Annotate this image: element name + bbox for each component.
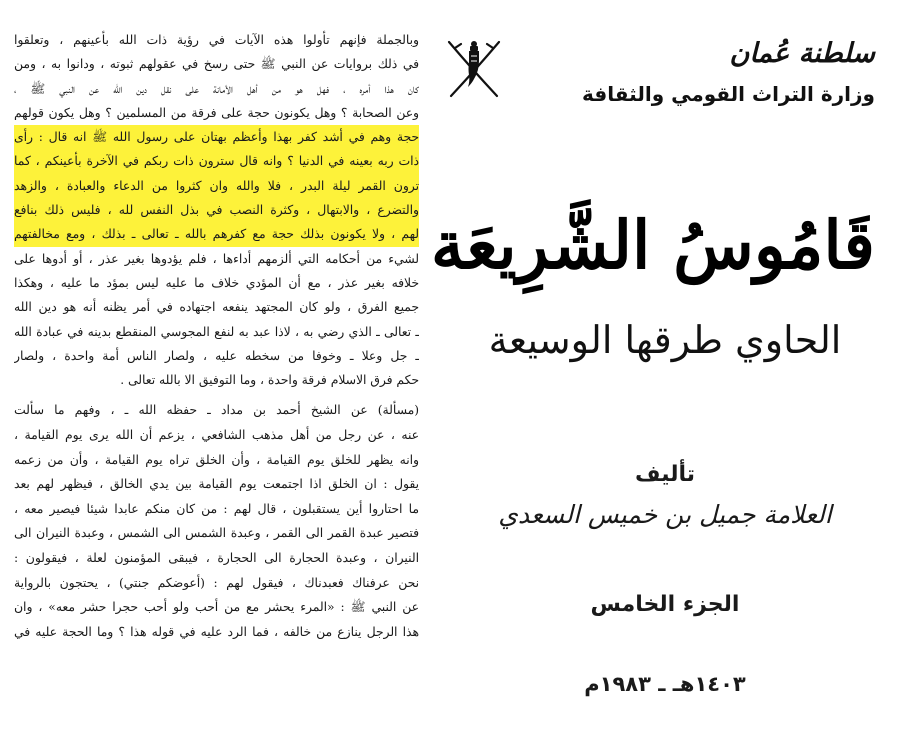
body-text-column — [14, 28, 419, 644]
text-line: فتصير عبدة القمر الى القمر ، وعبدة الشمس الى الشمس ، وعبدة النيران الى — [14, 526, 419, 541]
volume-number: الجزء الخامس — [590, 592, 740, 617]
highlighted-text-line: والتضرع ، والابتهال ، وكثرة النصب في بذل النفس لله ، فليس ذلك بنافع — [14, 198, 419, 222]
text-line: في ذلك بروايات عن النبي ﷺ حتى رسخ في عقولهم ثبوته ، ودانوا به ، ومن — [14, 57, 419, 72]
author-name: العلامة جميل بن خميس السعدي — [498, 500, 832, 529]
text-line: عنه ، عن رجل من أهل مذهب الشافعي ، يزعم أن الله يرى يوم القيامة ، — [14, 428, 419, 443]
text-line: وانه يظهر للخلق يوم القيامة ، وأن الخلق تراه يوم القيامة ، وأن من زعمه — [14, 452, 419, 467]
highlighted-text-line: ترون القمر ليلة البدر ، فلا والله وان كثروا من الدعاء والعبادة ، والزهد — [14, 174, 419, 198]
paragraph-masala-question — [14, 398, 419, 644]
text-line: كان هذا أمره ، فهل هو من أهل الأمانة على نقل دين الله عن النبي ﷺ ، — [14, 81, 419, 96]
text-line: النيران ، وعبدة الحجارة الى الحجارة ، فيبقى المؤمنون لعلة ، فيقولون : — [14, 551, 419, 566]
ministry-heading: وزارة التراث القومي والثقافة — [582, 82, 875, 106]
publication-date: ١٤٠٣هـ ـ ١٩٨٣م — [584, 672, 746, 696]
text-line: حكم فرق الاسلام فرقة واحدة ، وما التوفيق الا بالله تعالى . — [120, 373, 419, 388]
text-line: نحن عرفناك فعبدناك ، فيقول لهم : (أعوضكم جنتي) ، يحتجون بالرواية — [14, 575, 419, 590]
text-line: عن النبي ﷺ : «المرء يحشر مع من أحب ولو أحب حجرا حشر معه» ، وان — [14, 600, 419, 615]
book-title: قَامُوسُ الشَّرِيعَة — [431, 206, 875, 284]
sultanate-of-oman-heading: سلطنة عُمان — [729, 38, 875, 69]
oman-khanjar-emblem-icon — [443, 38, 505, 100]
text-line: لشيء من أحكامه التي ألزمهم أداءها ، فلم يؤدوها بغير عذر ، أو أدوها على — [14, 251, 419, 266]
text-line: وبالجملة فإنهم تأولوا هذه الآيات في رؤية ذات الله بأعينهم ، وتعلقوا — [14, 33, 419, 47]
text-line: وعن الصحابة ؟ وهل يكونون حجة على فرقة من المسلمين ؟ وهل يكون قولهم — [14, 105, 419, 120]
text-line: ـ جل وعلا ـ وخوفا من سخطه عليه ، ولصار الناس أمة واحدة ، ولصار — [14, 348, 419, 363]
text-line: ـ تعالى ـ الذي رضي به ، لاذا عبد به لنفع المجوسي المنقطع بدينه في عبادة الله — [14, 324, 419, 339]
text-line: جميع الفرق ، ولو كان المجتهد ينفعه اجتهاده في أمر يظنه أنه هو دين الله — [14, 300, 419, 315]
paragraph-on-vision-of-god — [14, 28, 419, 392]
highlighted-text-line: لهم ، ولا يكونون بذلك حجة مع كفرهم بالله ـ تعالى ـ بذلك ، ومع مخالفتهم — [14, 222, 419, 246]
text-line: هذا الرجل ينازع من خالفه ، فما الرد عليه في قوله هذا ؟ وما الحجة عليه في — [14, 624, 419, 639]
highlighted-text-line: ذات ربه بعينه في الدنيا ؟ وانه قال سترون ذات ربكم في الآخرة بأعينكم ، كما — [14, 149, 419, 173]
text-line: (مسألة) عن الشيخ أحمد بن مداد ـ حفظه الله ـ ، وفهم ما سألت — [14, 403, 419, 418]
text-line: يقول : ان الخلق اذا اجتمعت يوم القيامة بين يدي الخالق ، فيظهر لهم بعد — [14, 477, 419, 492]
text-line: خلافه بغير عذر ، مع أن المؤدي خلاف ما عليه ليس بمؤد ما عليه ، وهكذا — [14, 275, 419, 290]
authored-by-label: تأليف — [635, 462, 695, 487]
book-subtitle: الحاوي طرقها الوسيعة — [488, 318, 842, 362]
text-line: ما احتاروا أين يستقبلون ، قال لهم : من كان منكم عابدا شيئا فيصير معه ، — [14, 501, 419, 516]
highlighted-text-line: حجة وهم في أشد كفر بهذا وأعظم بهتان على رسول الله ﷺ انه قال : رأى — [14, 125, 419, 149]
